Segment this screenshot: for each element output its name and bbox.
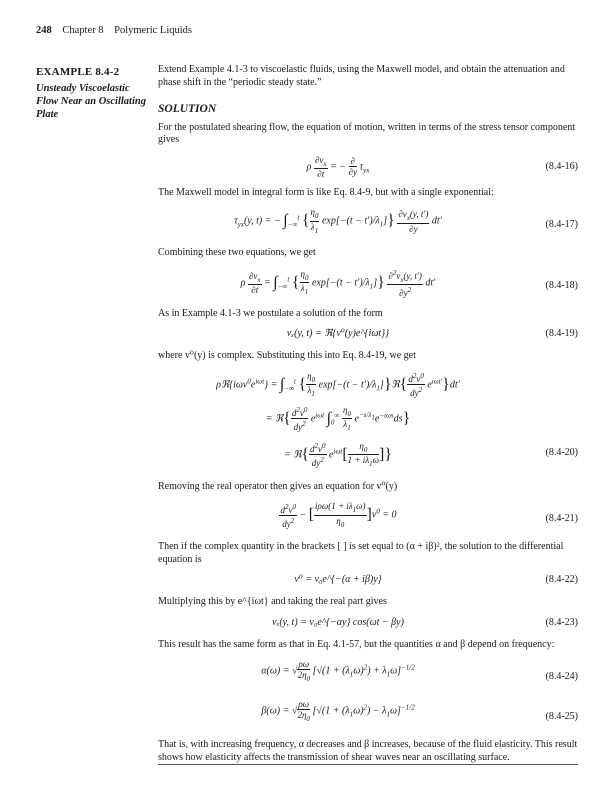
equation-number: (8.4-25): [545, 711, 578, 722]
equation-8-4-19: [158, 328, 578, 344]
chapter-label: Chapter 8: [62, 25, 104, 36]
equation-8-4-17: $\tau_{yx}(y$, t) = − $\int_{-\infty}^t$ { $\frac{\eta_0}{\lambda_1}$ $\exp[-(t - t')/\lambda_1]$} $\frac{\partial v_x(y, t')}{\partial y}$ dt′ (8.4-17): [234, 207, 578, 235]
equation-8-4-23: [158, 617, 578, 633]
equation-number: (8.4-23): [545, 616, 578, 628]
equation-8-4-20: $\rho ℜ\{i\omega v^0e^{i\omega t}\} = \int_{-\infty}^t$ { $\frac{\eta_0}{\lambda_1}$ $\exp[-(t - t')/\lambda_1]\}ℜ${ $\frac{d^2v^0}{dy^2}$ $e^{i\omega t'}\}dt'$ = ℜ{ $\frac{d^2v^0}{dy^2}$ $e^{i\omega t}$ $\int_0^\infty$ $\frac{\eta_0}{\lambda_1}$ $e^{-s/\lambda_1}e^{-i\omega s}ds$} = ℜ{ $\frac{d^2v^0}{dy^2}$ $e^{i\omega t}$[ $\frac{\eta_0}{1 + i\lambda_1\omega}$ ]} (8.4-20): [216, 370, 578, 469]
equation-text: vₓ(y, t) = ℜ{v⁰(y)e^{iωt}}: [286, 328, 390, 339]
main-text: [158, 64, 578, 772]
paragraph-3: Combining these two equations, we get: [158, 247, 316, 258]
equation-number: (8.4-17): [545, 219, 578, 230]
page-number: 248: [36, 25, 52, 36]
bottom-rule: [158, 764, 578, 765]
paragraph-4: As in Example 4.1-3 we postulate a solution of the form: [158, 307, 383, 319]
example-title: Unsteady Viscoelastic Flow Near an Oscillating Plate: [36, 83, 146, 120]
running-header: [36, 25, 192, 36]
equation-number: (8.4-16): [545, 160, 578, 172]
equation-8-4-25: β(ω) = √ $\frac{\rho\omega}{2\eta_0}$ $[√(1 + (\lambda_1\omega)^2) - \lambda_1\omega]^{-1/2}$ (8.4-25): [261, 699, 578, 723]
equation-8-4-18: ρ $\frac{\partial v_x}{\partial t}$ = $\int_{-\infty}^t$ { $\frac{\eta_0}{\lambda_1}$ $\exp[-(t - t')/\lambda_1]$} $\frac{\partial^2v_x(y, t')}{\partial y^2}$ dt′ (8.4-18): [240, 268, 578, 299]
paragraph-7: Then if the complex quantity in the brackets [ ] is set equal to (α + iβ)², the solution to the differential equation is: [158, 541, 564, 565]
paragraph-5: where v⁰(y) is complex. Substituting this into Eq. 8.4-19, we get: [158, 350, 416, 361]
paragraph-2: The Maxwell model in integral form is like Eq. 8.4-9, but with a single exponential:: [158, 186, 494, 198]
paragraph-9: This result has the same form as that in Eq. 4.1-57, but the quantities α and β depend on frequency:: [158, 638, 555, 650]
equation-text: vₓ(y, t) = v₀e^{−αy} cos(ωt − βy): [272, 616, 404, 628]
running-title: Polymeric Liquids: [114, 25, 192, 36]
equation-number: (8.4-18): [545, 279, 578, 291]
paragraph-8: Multiplying this by e^{iωt} and taking the real part gives: [158, 596, 387, 607]
equation-number: (8.4-21): [545, 513, 578, 524]
paragraph-10: That is, with increasing frequency, α decreases and β increases, because of the fluid elasticity. This result shows how elasticity affects the transmission of shear waves near an oscillating surface.: [158, 739, 578, 763]
example-label: EXAMPLE 8.4-2: [36, 66, 120, 78]
equation-text: v⁰ = v₀e^{−(α + iβ)y}: [294, 574, 382, 585]
equation-number: (8.4-24): [545, 671, 578, 682]
equation-8-4-16: ρ $\frac{\partial v_x}{\partial t}$ = − $\frac{\partial}{\partial y}$ $\tau_{yx}$ (8.4-16): [306, 154, 578, 180]
equation-8-4-24: α(ω) = √ $\frac{\rho\omega}{2\eta_0}$ $[√(1 + (\lambda_1\omega)^2) + \lambda_1\omega]^{-1/2}$ (8.4-24): [261, 659, 578, 683]
equation-number: (8.4-20): [545, 446, 578, 458]
equation-8-4-22: [158, 574, 578, 590]
example-sidebar: [36, 66, 146, 121]
equation-number: (8.4-22): [545, 574, 578, 585]
intro-paragraph: Extend Example 4.1-3 to viscoelastic fluids, using the Maxwell model, and obtain the attenuation and phase shift in the “periodic steady state.”: [158, 64, 565, 88]
paragraph-1: For the postulated shearing flow, the equation of motion, written in terms of the stress tensor component gives: [158, 121, 576, 145]
equation-8-4-21: $\frac{d^2v^0}{dy^2}$ − [ $\frac{i\rho\omega(1 + i\lambda_1\omega)}{\eta_0}$ ]$v^0 = 0$ (8.4-21): [280, 501, 578, 529]
solution-heading: SOLUTION: [158, 103, 217, 115]
paragraph-6: Removing the real operator then gives an equation for v⁰(y): [158, 480, 398, 492]
equation-number: (8.4-19): [545, 328, 578, 339]
